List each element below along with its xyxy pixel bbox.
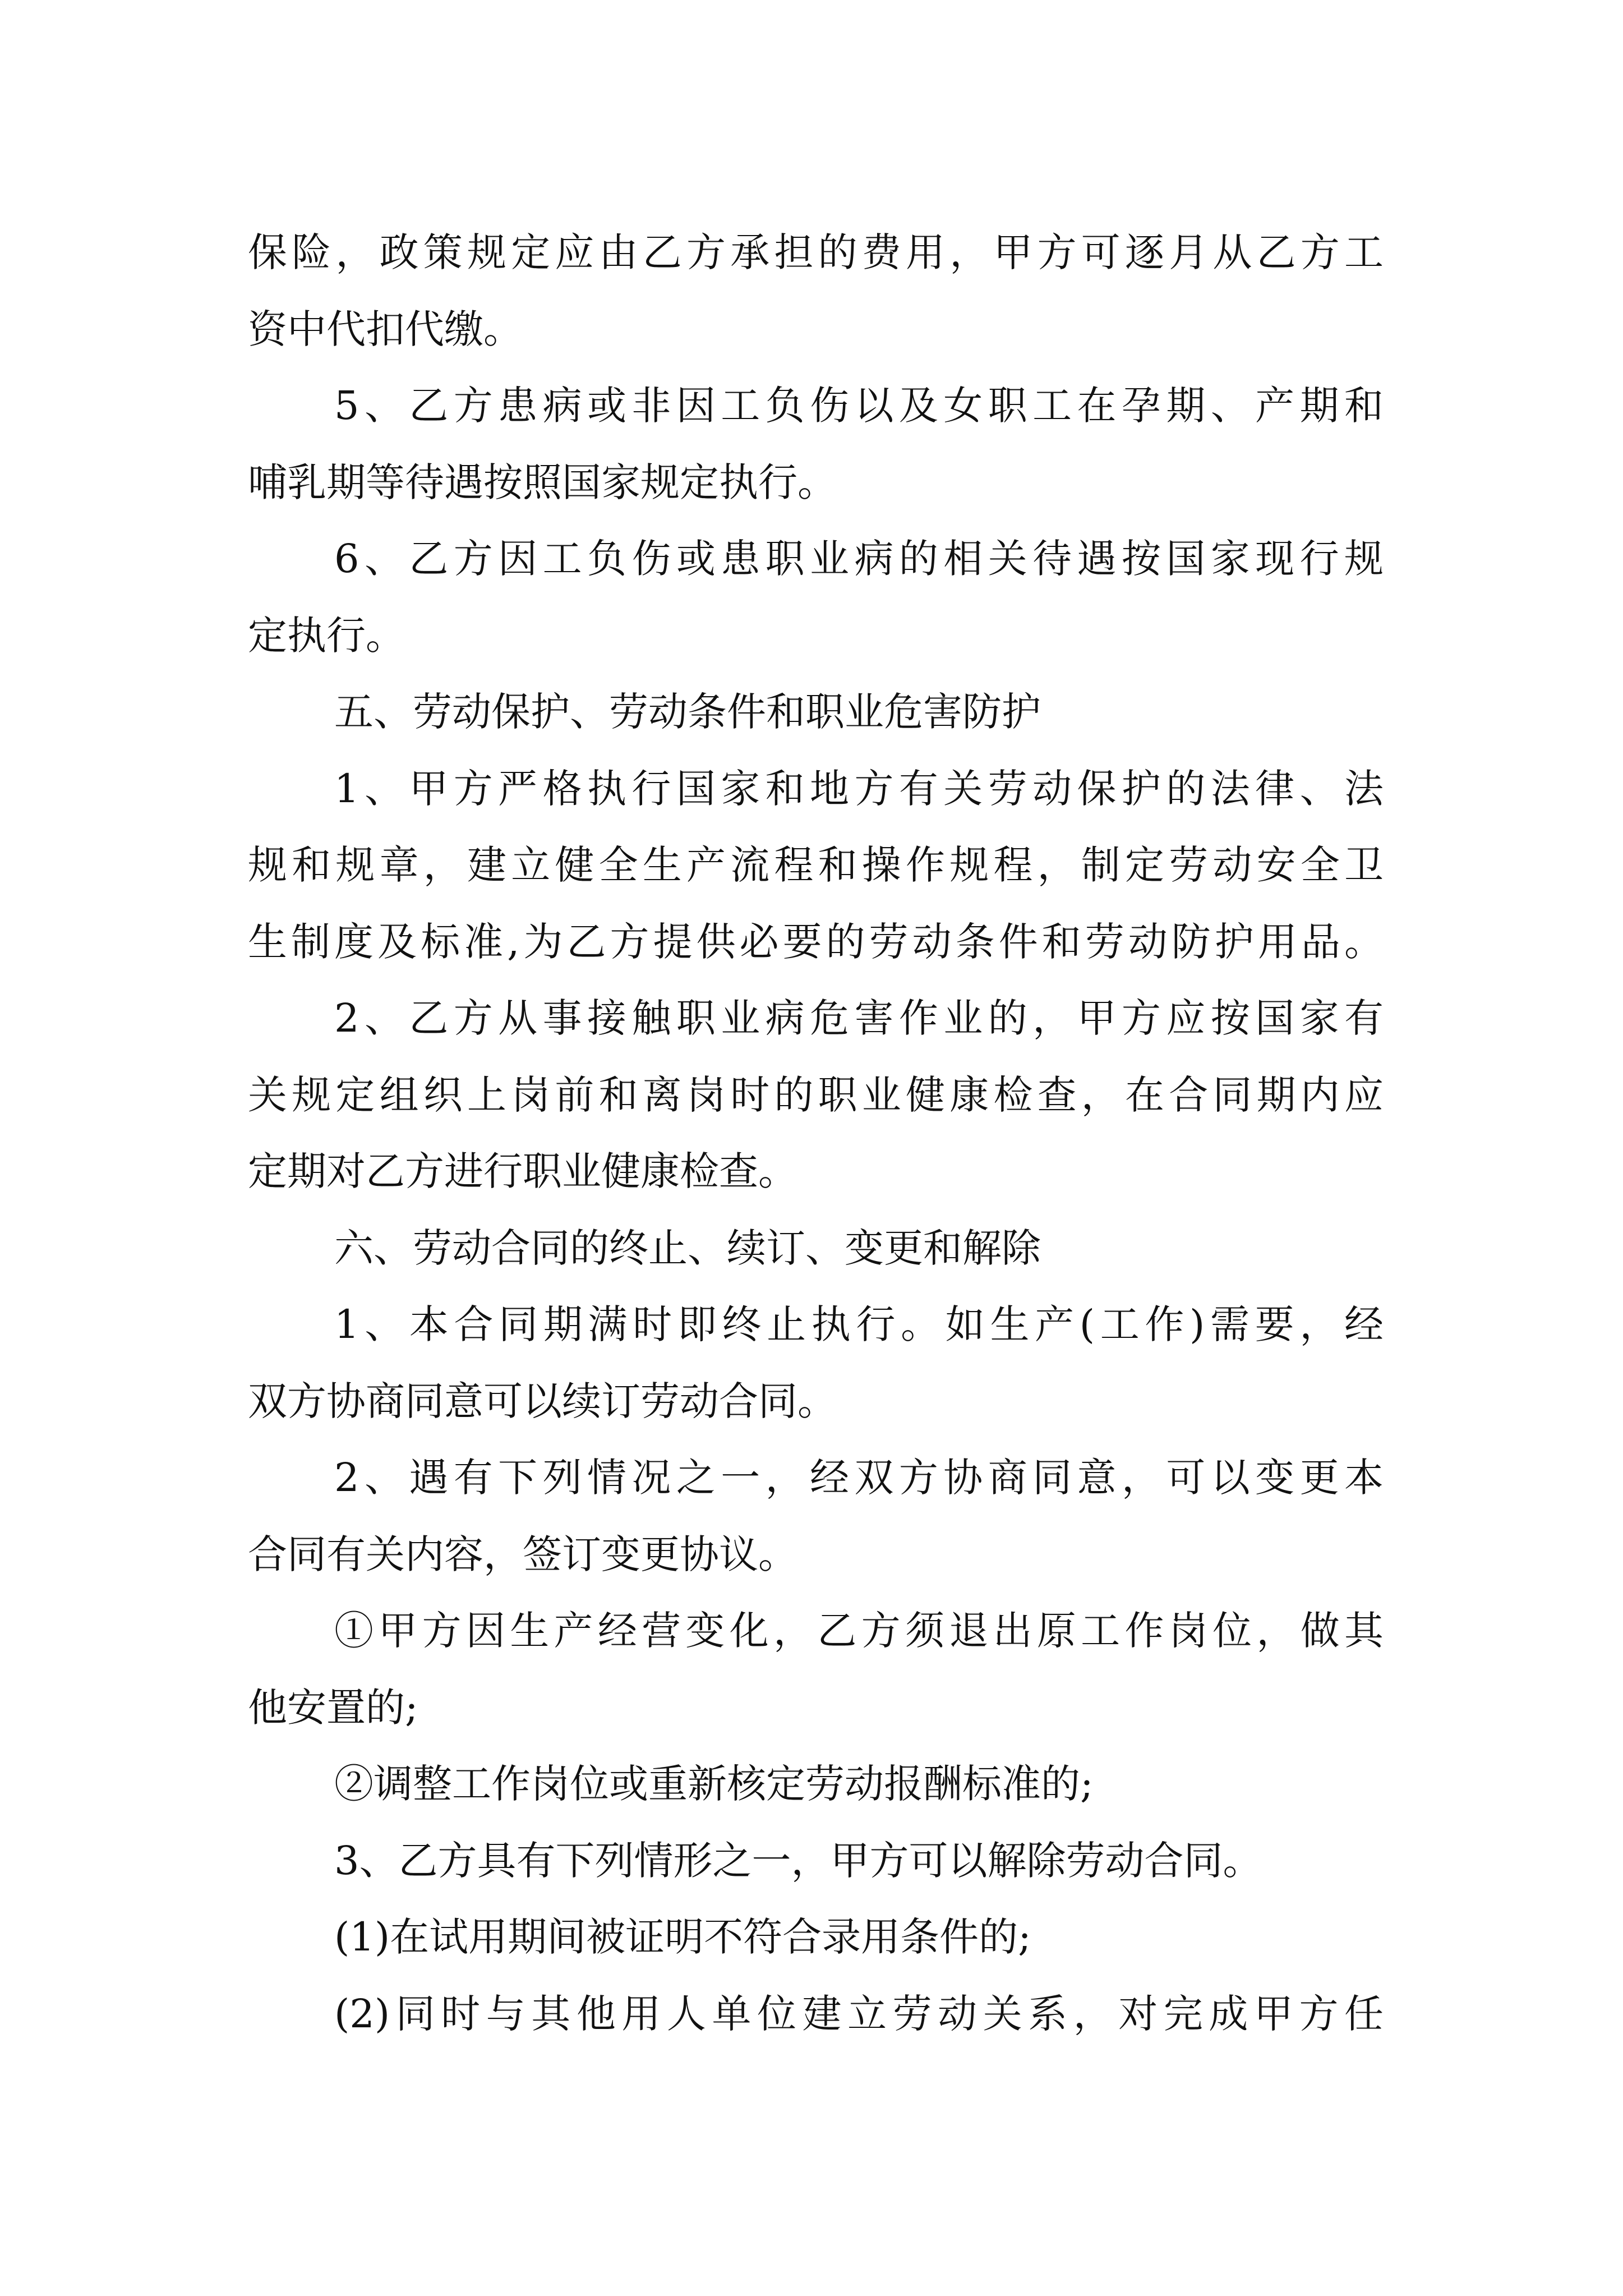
text-line: 定执行。	[248, 612, 405, 659]
section-heading-6: 六、劳动合同的终止、续订、变更和解除	[334, 1225, 1041, 1271]
text-line: 资中代扣代缴。	[248, 306, 523, 352]
text-line: 定期对乙方进行职业健康检查。	[248, 1148, 797, 1194]
list-item-1: 1、本合同期满时即终止执行。如生产(工作)需要，经	[334, 1301, 1384, 1347]
list-item-5: 5、乙方患病或非因工负伤以及女职工在孕期、产期和	[334, 383, 1384, 429]
text-line: 哺乳期等待遇按照国家规定执行。	[248, 459, 837, 505]
text-line: 他安置的;	[248, 1684, 418, 1731]
text-line: 生制度及标准,为乙方提供必要的劳动条件和劳动防护用品。	[248, 918, 1384, 965]
sub-item-paren-2: (2)同时与其他用人单位建立劳动关系，对完成甲方任	[334, 1990, 1384, 2037]
list-item-6: 6、乙方因工负伤或患职业病的相关待遇按国家现行规	[334, 536, 1384, 582]
document-body	[248, 214, 1384, 2052]
sub-item-paren-1: (1)在试用期间被证明不符合录用条件的;	[334, 1914, 1031, 1960]
list-item-1: 1、甲方严格执行国家和地方有关劳动保护的法律、法	[334, 765, 1384, 812]
sub-item-circled-2: ②调整工作岗位或重新核定劳动报酬标准的;	[334, 1761, 1094, 1807]
text-line: 关规定组织上岗前和离岗时的职业健康检查，在合同期内应	[248, 1071, 1384, 1118]
text-line: 双方协商同意可以续订劳动合同。	[248, 1378, 837, 1424]
list-item-3: 3、乙方具有下列情形之一，甲方可以解除劳动合同。	[334, 1837, 1262, 1884]
list-item-2: 2、乙方从事接触职业病危害作业的，甲方应按国家有	[334, 995, 1384, 1041]
list-item-2: 2、遇有下列情况之一，经双方协商同意，可以变更本	[334, 1455, 1384, 1501]
text-line: 保险，政策规定应由乙方承担的费用，甲方可逐月从乙方工	[248, 229, 1384, 275]
text-line: 规和规章，建立健全生产流程和操作规程，制定劳动安全卫	[248, 842, 1384, 888]
text-line: 合同有关内容，签订变更协议。	[248, 1531, 797, 1577]
section-heading-5: 五、劳动保护、劳动条件和职业危害防护	[334, 689, 1041, 735]
sub-item-circled-1: ①甲方因生产经营变化，乙方须退出原工作岗位，做其	[334, 1608, 1384, 1654]
